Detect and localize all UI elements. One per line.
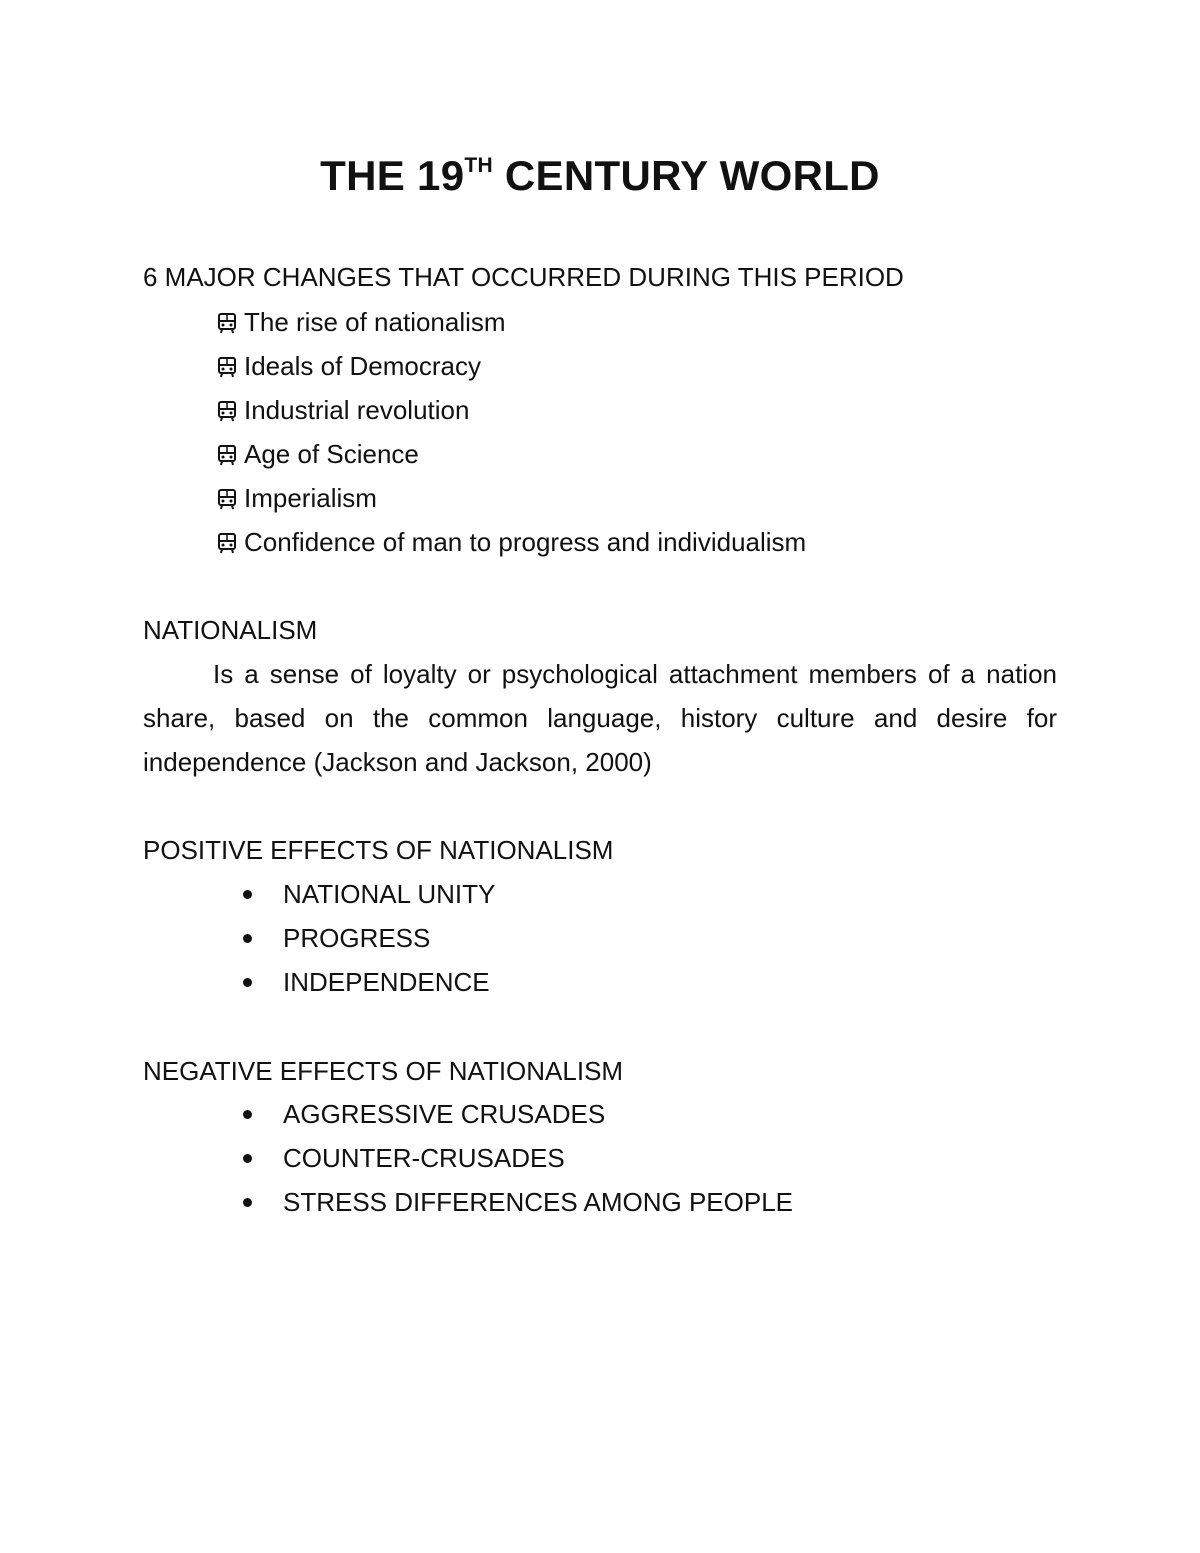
- change-item: [216, 393, 469, 427]
- negative-effects-heading: NEGATIVE EFFECTS OF NATIONALISM: [143, 1056, 624, 1086]
- positive-effects-heading: POSITIVE EFFECTS OF NATIONALISM: [143, 835, 614, 865]
- list-item-label: PROGRESS: [283, 923, 431, 953]
- list-item: [243, 1185, 793, 1219]
- bus-icon: [216, 488, 238, 510]
- change-item-label: The rise of nationalism: [244, 307, 506, 337]
- list-item: [243, 921, 430, 955]
- change-item: [216, 349, 481, 383]
- nationalism-definition: Is a sense of loyalty or psychological attachment members of a nation share, based on the common language, history culture and desire for independence (Jackson and Jackson, 2000): [143, 659, 1057, 777]
- list-item: [243, 965, 490, 999]
- bus-icon: [216, 532, 238, 554]
- bus-icon: [216, 400, 238, 422]
- change-item-label: Age of Science: [244, 439, 419, 469]
- bullet-icon: [243, 1198, 252, 1207]
- list-item-label: NATIONAL UNITY: [283, 879, 496, 909]
- change-item-label: Imperialism: [244, 483, 377, 513]
- bullet-icon: [243, 1154, 252, 1163]
- list-item-label: STRESS DIFFERENCES AMONG PEOPLE: [283, 1187, 793, 1217]
- page-title: [0, 148, 1200, 204]
- change-item: [216, 481, 377, 515]
- changes-heading: 6 MAJOR CHANGES THAT OCCURRED DURING THIS PERIOD: [143, 262, 904, 292]
- nationalism-heading: NATIONALISM: [143, 615, 318, 645]
- change-item-label: Confidence of man to progress and individualism: [244, 527, 807, 557]
- list-item: [243, 1141, 565, 1175]
- bullet-icon: [243, 978, 252, 987]
- list-item: [243, 1097, 605, 1131]
- change-item: [216, 305, 506, 339]
- bus-icon: [216, 356, 238, 378]
- bullet-icon: [243, 934, 252, 943]
- change-item-label: Ideals of Democracy: [244, 351, 481, 381]
- list-item: [243, 877, 495, 911]
- title-superscript: TH: [464, 154, 493, 177]
- bullet-icon: [243, 1110, 252, 1119]
- list-item-label: AGGRESSIVE CRUSADES: [283, 1099, 606, 1129]
- bus-icon: [216, 444, 238, 466]
- change-item: [216, 437, 419, 471]
- title-text-rest: CENTURY WORLD: [492, 152, 880, 199]
- change-item-label: Industrial revolution: [244, 395, 470, 425]
- bus-icon: [216, 312, 238, 334]
- list-item-label: COUNTER-CRUSADES: [283, 1143, 565, 1173]
- list-item-label: INDEPENDENCE: [283, 967, 490, 997]
- title-text: THE 19: [320, 152, 465, 199]
- bullet-icon: [243, 890, 252, 899]
- change-item: [216, 525, 806, 559]
